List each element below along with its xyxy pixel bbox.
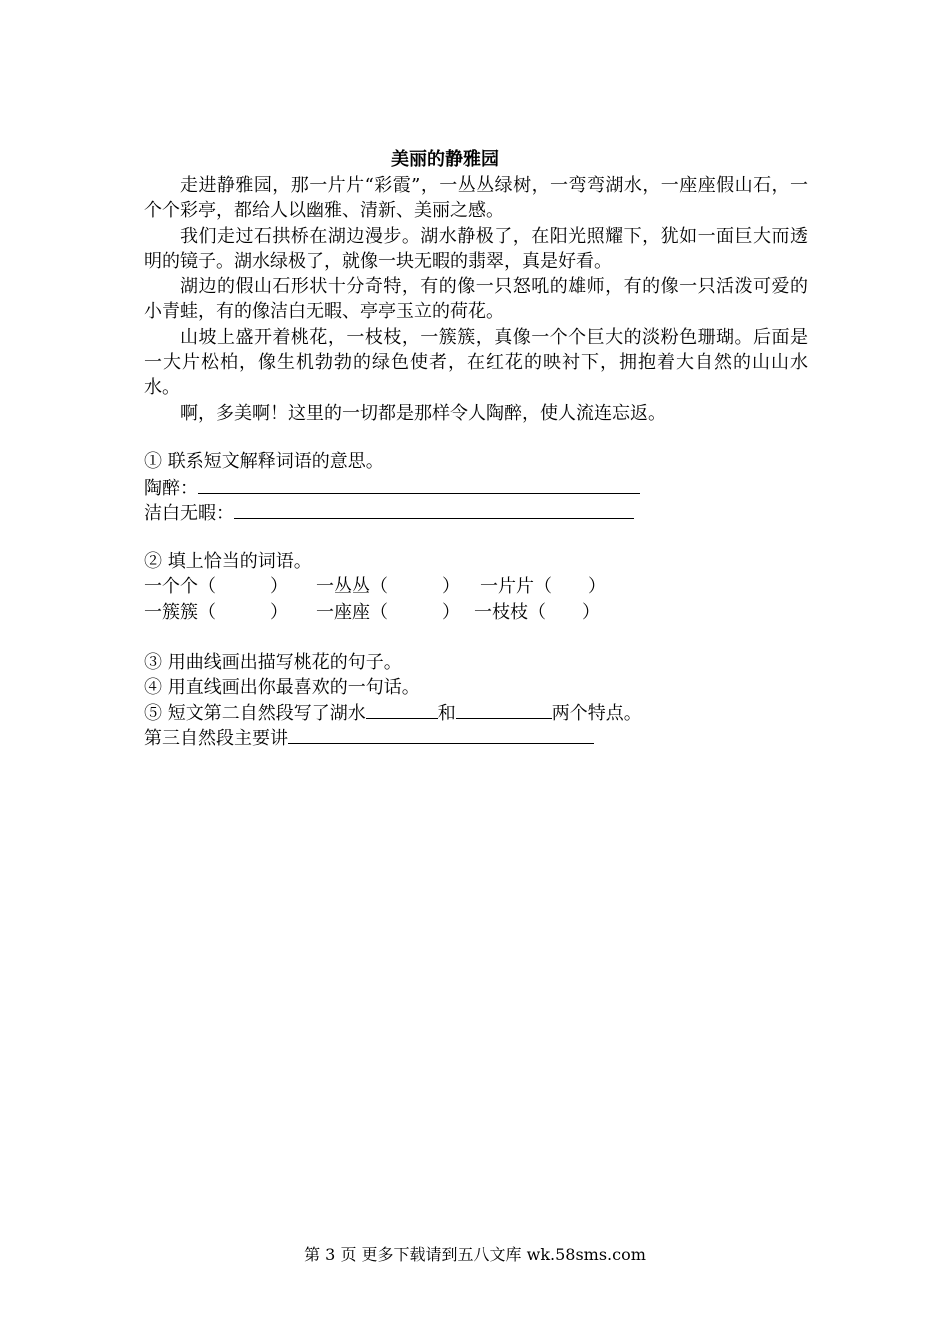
- question-3: ③ 用曲线画出描写桃花的句子。: [144, 652, 402, 673]
- answer-blank[interactable]: [288, 725, 594, 744]
- question-5-part-3: 两个特点。: [551, 703, 642, 724]
- fill-cell[interactable]: 一个个（ ）: [144, 576, 288, 597]
- question-1: ① 联系短文解释词语的意思。: [144, 451, 384, 472]
- question-5-part-2: 和: [437, 703, 456, 724]
- question-5-part-1: ⑤ 短文第二自然段写了湖水: [144, 703, 366, 724]
- paragraph-4: 山坡上盛开着桃花，一枝枝，一簇簇，真像一个个巨大的淡粉色珊瑚。后面是一大片松柏，像生机勃勃的绿色使者，在红花的映衬下，拥抱着大自然的山山水水。: [144, 326, 808, 399]
- question-5-line-2-text: 第三自然段主要讲: [144, 728, 288, 749]
- fill-cell[interactable]: 一片片（ ）: [480, 576, 606, 597]
- question-5: [144, 700, 642, 727]
- question-1-item-1: [144, 475, 640, 502]
- fill-cell[interactable]: 一座座（ ）: [316, 602, 460, 623]
- paragraph-2: 我们走过石拱桥在湖边漫步。湖水静极了，在阳光照耀下，犹如一面巨大而透明的镜子。湖水绿极了，就像一块无暇的翡翠，真是好看。: [144, 225, 808, 272]
- article-title: 美丽的静雅园: [391, 149, 499, 170]
- fill-cell[interactable]: 一丛丛（ ）: [316, 576, 460, 597]
- paragraph-3: 湖边的假山石形状十分奇特，有的像一只怒吼的雄师，有的像一只活泼可爱的小青蛙，有的像洁白无暇、亭亭玉立的荷花。: [144, 276, 808, 323]
- answer-blank[interactable]: [198, 475, 640, 494]
- page-footer: 第 3 页 更多下载请到五八文库 wk.58sms.com: [304, 1245, 646, 1264]
- question-2: ② 填上恰当的词语。: [144, 551, 312, 572]
- answer-blank[interactable]: [456, 700, 552, 719]
- question-1-item-2: [144, 500, 634, 527]
- fill-cell[interactable]: 一簇簇（ ）: [144, 602, 288, 623]
- question-5-line-2: [144, 725, 594, 752]
- term-label: 洁白无暇：: [144, 503, 234, 524]
- paragraph-1: 走进静雅园，那一片片“彩霞”，一丛丛绿树，一弯弯湖水，一座座假山石，一个个彩亭，都给人以幽雅、清新、美丽之感。: [144, 175, 808, 222]
- question-4: ④ 用直线画出你最喜欢的一句话。: [144, 677, 420, 698]
- article-body: [144, 173, 808, 426]
- answer-blank[interactable]: [234, 500, 634, 519]
- answer-blank[interactable]: [366, 700, 438, 719]
- paragraph-5: 啊，多美啊！这里的一切都是那样令人陶醉，使人流连忘返。: [180, 402, 666, 424]
- fill-cell[interactable]: 一枝枝（ ）: [474, 602, 600, 623]
- term-label: 陶醉：: [144, 478, 198, 499]
